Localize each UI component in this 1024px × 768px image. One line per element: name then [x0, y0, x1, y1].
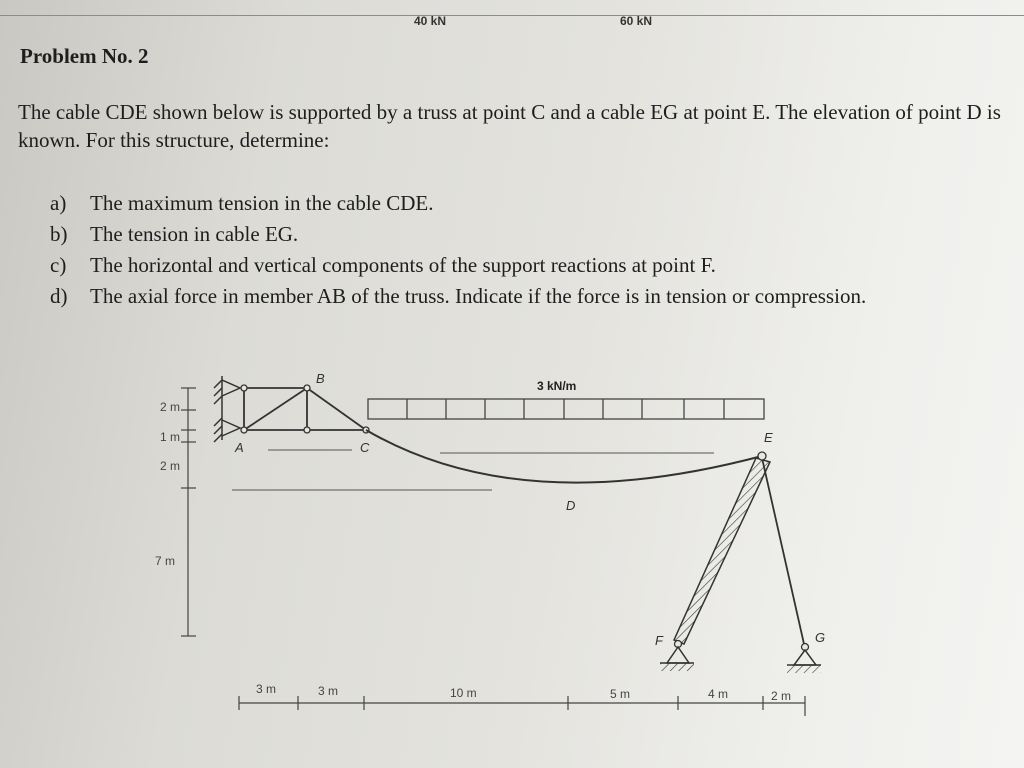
question-item [50, 219, 990, 250]
truss-joints [241, 385, 369, 433]
joint-e [758, 452, 766, 460]
structure-diagram [0, 360, 1024, 760]
horizontal-dim-label: 2 m [771, 689, 792, 703]
page-top-rule [0, 15, 1024, 16]
question-item [50, 188, 990, 219]
vertical-dim-label: 2 m [160, 459, 181, 473]
distributed-load [368, 399, 764, 419]
vertical-dim-label: 2 m [160, 400, 181, 414]
question-text: The maximum tension in the cable CDE. [90, 191, 434, 215]
node-label-d: D [566, 498, 576, 513]
node-label-a: A [235, 440, 244, 455]
question-letter: b) [50, 222, 68, 246]
question-text: The axial force in member AB of the truss. Indicate if the force is in tension or compression. [90, 284, 867, 308]
question-text: The horizontal and vertical components of the support reactions at point F. [90, 253, 716, 277]
node-label-g: G [815, 630, 826, 645]
support-f [660, 641, 694, 672]
truss-wall-supports [214, 376, 240, 442]
vertical-dim-label: 7 m [155, 554, 176, 568]
horizontal-dim-label: 4 m [708, 687, 729, 701]
top-load-label-2: 60 kN [620, 14, 653, 28]
cable-eg [762, 458, 804, 644]
horizontal-dim-label: 5 m [610, 687, 631, 701]
problem-intro: The cable CDE shown below is supported by a truss at point C and a cable EG at point E. The elevation of point D is known. For this structure, determine: [18, 100, 1001, 152]
question-list [50, 188, 990, 312]
node-label-c: C [360, 440, 370, 455]
question-letter: a) [50, 191, 67, 215]
horizontal-dim-label: 3 m [318, 684, 339, 698]
horizontal-dim-label: 10 m [450, 686, 477, 700]
node-label-e: E [764, 430, 773, 445]
cable-cde [366, 430, 762, 483]
truss [244, 388, 366, 430]
question-item [50, 250, 990, 281]
question-text: The tension in cable EG. [90, 222, 299, 246]
problem-title: Problem No. 2 [20, 44, 149, 68]
question-letter: c) [50, 253, 67, 277]
vertical-dimension-line [181, 388, 196, 636]
vertical-dim-label: 1 m [160, 430, 181, 444]
node-label-f: F [655, 633, 663, 648]
strut-fe [674, 458, 770, 644]
distributed-load-label: 3 kN/m [537, 379, 577, 393]
question-item [50, 281, 990, 312]
support-g [787, 644, 821, 674]
top-load-label-1: 40 kN [414, 14, 447, 28]
node-label-b: B [316, 371, 325, 386]
question-letter: d) [50, 284, 68, 308]
reference-lines [232, 450, 714, 490]
horizontal-dim-label: 3 m [256, 682, 277, 696]
